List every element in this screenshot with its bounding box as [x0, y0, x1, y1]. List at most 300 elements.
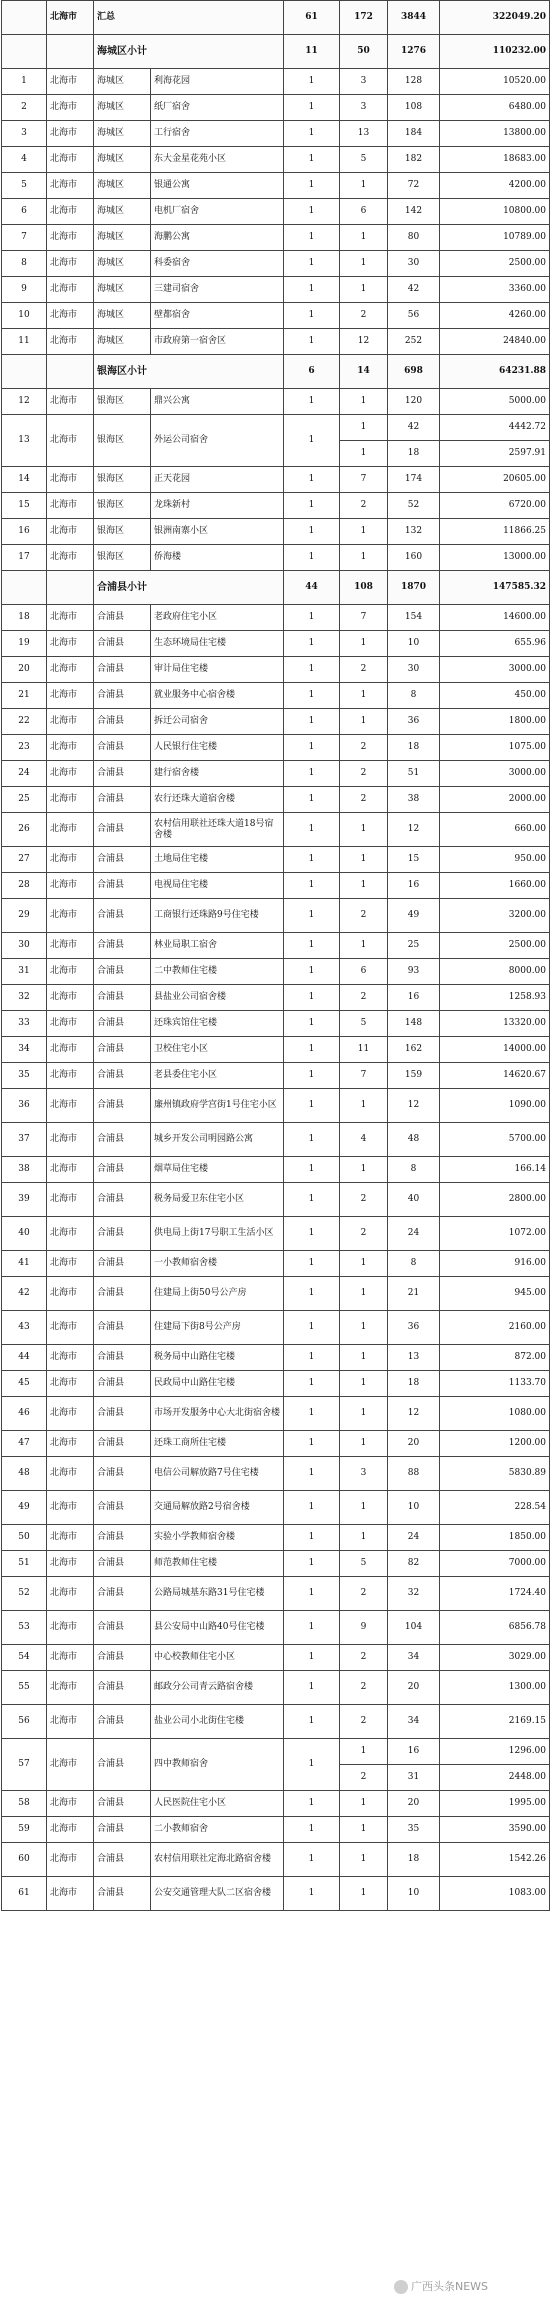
row-amount: 2160.00 — [440, 1311, 550, 1345]
row-units: 162 — [388, 1037, 440, 1063]
row-district: 合浦县 — [94, 1671, 151, 1705]
row-count: 1 — [284, 1217, 340, 1251]
row-amount: 1724.40 — [440, 1577, 550, 1611]
row-buildings: 2 — [340, 1645, 388, 1671]
row-name: 壁都宿舍 — [151, 303, 284, 329]
row-buildings: 2 — [340, 1577, 388, 1611]
row-amount: 1080.00 — [440, 1397, 550, 1431]
row-district: 合浦县 — [94, 899, 151, 933]
row-city: 北海市 — [47, 847, 94, 873]
table-row — [2, 1705, 550, 1739]
row-buildings: 1 — [340, 545, 388, 571]
row-units: 142 — [388, 199, 440, 225]
row-city: 北海市 — [47, 95, 94, 121]
row-name: 公安交通管理大队二区宿舍楼 — [151, 1877, 284, 1911]
row-buildings: 1 — [340, 225, 388, 251]
row-district: 合浦县 — [94, 1251, 151, 1277]
row-count: 1 — [284, 95, 340, 121]
row-amount: 3200.00 — [440, 899, 550, 933]
row-district: 银海区 — [94, 415, 151, 467]
row-number: 34 — [2, 1037, 47, 1063]
row-amount: 916.00 — [440, 1251, 550, 1277]
row-name: 林业局职工宿舍 — [151, 933, 284, 959]
row-city: 北海市 — [47, 199, 94, 225]
row-buildings: 1 — [340, 1817, 388, 1843]
row-count: 1 — [284, 1277, 340, 1311]
row-city: 北海市 — [47, 1251, 94, 1277]
row-buildings: 9 — [340, 1611, 388, 1645]
table-row — [2, 1817, 550, 1843]
row-name: 鼎兴公寓 — [151, 389, 284, 415]
table-row — [2, 225, 550, 251]
row-count: 1 — [284, 1817, 340, 1843]
row-count: 1 — [284, 1037, 340, 1063]
row-number: 16 — [2, 519, 47, 545]
row-units: 15 — [388, 847, 440, 873]
row-buildings: 1 — [340, 389, 388, 415]
row-district: 合浦县 — [94, 813, 151, 847]
row-number: 1 — [2, 69, 47, 95]
row-city: 北海市 — [47, 1037, 94, 1063]
row-units: 174 — [388, 467, 440, 493]
table-row — [2, 1123, 550, 1157]
row-buildings: 1 — [340, 631, 388, 657]
row-units: 52 — [388, 493, 440, 519]
row-amount: 450.00 — [440, 683, 550, 709]
row-city: 北海市 — [47, 1063, 94, 1089]
row-district: 合浦县 — [94, 1577, 151, 1611]
row-amount: 10520.00 — [440, 69, 550, 95]
table-row — [2, 1063, 550, 1089]
row-city: 北海市 — [47, 1123, 94, 1157]
row-district: 合浦县 — [94, 933, 151, 959]
row-units: 30 — [388, 251, 440, 277]
row-buildings: 1 — [340, 1791, 388, 1817]
row-name: 老县委住宅小区 — [151, 1063, 284, 1089]
table-row — [2, 605, 550, 631]
row-district: 海城区 — [94, 277, 151, 303]
row-city: 北海市 — [47, 69, 94, 95]
table-row — [2, 1577, 550, 1611]
row-city: 北海市 — [47, 631, 94, 657]
row-city: 北海市 — [47, 1431, 94, 1457]
row-city: 北海市 — [47, 389, 94, 415]
row-district: 合浦县 — [94, 1739, 151, 1791]
grand-total-buildings: 172 — [340, 1, 388, 35]
row-units: 21 — [388, 1277, 440, 1311]
empty-cell — [2, 571, 47, 605]
row-buildings: 1 — [340, 933, 388, 959]
table-row — [2, 1089, 550, 1123]
row-buildings: 1 — [340, 1345, 388, 1371]
grand-total-units: 3844 — [388, 1, 440, 35]
row-buildings: 1 — [340, 1739, 388, 1765]
row-district: 合浦县 — [94, 1551, 151, 1577]
table-row — [2, 95, 550, 121]
row-number: 59 — [2, 1817, 47, 1843]
row-number: 50 — [2, 1525, 47, 1551]
table-row — [2, 813, 550, 847]
row-buildings: 1 — [340, 415, 388, 441]
row-count: 1 — [284, 1877, 340, 1911]
row-city: 北海市 — [47, 1551, 94, 1577]
row-district: 合浦县 — [94, 1277, 151, 1311]
row-count: 1 — [284, 173, 340, 199]
row-name: 纸厂宿舍 — [151, 95, 284, 121]
row-count: 1 — [284, 605, 340, 631]
row-district: 合浦县 — [94, 1037, 151, 1063]
row-amount: 1200.00 — [440, 1431, 550, 1457]
row-district: 合浦县 — [94, 959, 151, 985]
row-amount: 3000.00 — [440, 761, 550, 787]
row-units: 12 — [388, 1089, 440, 1123]
row-units: 36 — [388, 709, 440, 735]
row-amount: 1800.00 — [440, 709, 550, 735]
row-units: 42 — [388, 415, 440, 441]
row-count: 1 — [284, 69, 340, 95]
row-count: 1 — [284, 1705, 340, 1739]
row-units: 12 — [388, 813, 440, 847]
row-units: 252 — [388, 329, 440, 355]
row-city: 北海市 — [47, 1371, 94, 1397]
row-amount: 950.00 — [440, 847, 550, 873]
row-buildings: 1 — [340, 1277, 388, 1311]
row-name: 就业服务中心宿舍楼 — [151, 683, 284, 709]
row-count: 1 — [284, 683, 340, 709]
table-row — [2, 1671, 550, 1705]
row-units: 49 — [388, 899, 440, 933]
row-units: 51 — [388, 761, 440, 787]
row-amount: 1090.00 — [440, 1089, 550, 1123]
row-count: 1 — [284, 303, 340, 329]
row-number: 44 — [2, 1345, 47, 1371]
row-amount: 2500.00 — [440, 251, 550, 277]
row-city: 北海市 — [47, 329, 94, 355]
table-row — [2, 657, 550, 683]
row-count: 1 — [284, 1063, 340, 1089]
row-buildings: 2 — [340, 493, 388, 519]
row-city: 北海市 — [47, 1491, 94, 1525]
row-count: 1 — [284, 1089, 340, 1123]
row-buildings: 1 — [340, 1525, 388, 1551]
row-buildings: 2 — [340, 1183, 388, 1217]
table-row — [2, 787, 550, 813]
row-amount: 7000.00 — [440, 1551, 550, 1577]
row-count: 1 — [284, 1345, 340, 1371]
row-number: 43 — [2, 1311, 47, 1345]
row-city: 北海市 — [47, 735, 94, 761]
row-units: 72 — [388, 173, 440, 199]
table-row — [2, 467, 550, 493]
empty-cell — [47, 355, 94, 389]
row-amount: 1133.70 — [440, 1371, 550, 1397]
row-buildings: 2 — [340, 735, 388, 761]
row-district: 银海区 — [94, 467, 151, 493]
subtotal-count: 6 — [284, 355, 340, 389]
table-row — [2, 545, 550, 571]
row-district: 合浦县 — [94, 631, 151, 657]
row-district: 合浦县 — [94, 1397, 151, 1431]
row-buildings: 2 — [340, 1671, 388, 1705]
row-count: 1 — [284, 1397, 340, 1431]
row-city: 北海市 — [47, 1457, 94, 1491]
row-buildings: 3 — [340, 69, 388, 95]
row-district: 合浦县 — [94, 761, 151, 787]
row-name: 县盐业公司宿舍楼 — [151, 985, 284, 1011]
row-units: 128 — [388, 69, 440, 95]
row-name: 银通公寓 — [151, 173, 284, 199]
row-name: 实验小学教师宿舍楼 — [151, 1525, 284, 1551]
row-buildings: 2 — [340, 303, 388, 329]
row-district: 合浦县 — [94, 847, 151, 873]
subtotal-units: 1276 — [388, 35, 440, 69]
row-district: 海城区 — [94, 69, 151, 95]
row-amount: 6480.00 — [440, 95, 550, 121]
row-name: 城乡开发公司明园路公寓 — [151, 1123, 284, 1157]
row-count: 1 — [284, 959, 340, 985]
row-amount: 20605.00 — [440, 467, 550, 493]
row-number: 45 — [2, 1371, 47, 1397]
row-number: 13 — [2, 415, 47, 467]
row-district: 合浦县 — [94, 1183, 151, 1217]
row-number: 25 — [2, 787, 47, 813]
row-count: 1 — [284, 1671, 340, 1705]
row-name: 海鹏公寓 — [151, 225, 284, 251]
row-amount: 1296.00 — [440, 1739, 550, 1765]
row-name: 审计局住宅楼 — [151, 657, 284, 683]
row-city: 北海市 — [47, 1645, 94, 1671]
row-buildings: 2 — [340, 657, 388, 683]
row-district: 合浦县 — [94, 683, 151, 709]
row-name: 电视局住宅楼 — [151, 873, 284, 899]
row-buildings: 1 — [340, 1371, 388, 1397]
row-amount: 14000.00 — [440, 1037, 550, 1063]
row-city: 北海市 — [47, 605, 94, 631]
housing-table — [1, 0, 550, 1911]
row-number: 37 — [2, 1123, 47, 1157]
row-name: 龙珠新村 — [151, 493, 284, 519]
row-units: 159 — [388, 1063, 440, 1089]
row-number: 9 — [2, 277, 47, 303]
row-district: 合浦县 — [94, 1817, 151, 1843]
table-row — [2, 683, 550, 709]
row-count: 1 — [284, 873, 340, 899]
row-district: 合浦县 — [94, 735, 151, 761]
row-name: 电信公司解放路7号住宅楼 — [151, 1457, 284, 1491]
row-district: 合浦县 — [94, 1843, 151, 1877]
row-number: 42 — [2, 1277, 47, 1311]
row-units: 42 — [388, 277, 440, 303]
row-district: 海城区 — [94, 303, 151, 329]
row-count: 1 — [284, 415, 340, 467]
row-buildings: 1 — [340, 277, 388, 303]
row-amount: 872.00 — [440, 1345, 550, 1371]
row-name: 邮政分公司青云路宿舍楼 — [151, 1671, 284, 1705]
row-count: 1 — [284, 709, 340, 735]
empty-cell — [47, 35, 94, 69]
row-buildings: 12 — [340, 329, 388, 355]
row-count: 1 — [284, 1843, 340, 1877]
empty-cell — [2, 35, 47, 69]
row-name: 市政府第一宿舍区 — [151, 329, 284, 355]
row-count: 1 — [284, 1491, 340, 1525]
row-count: 1 — [284, 787, 340, 813]
row-district: 海城区 — [94, 251, 151, 277]
row-units: 154 — [388, 605, 440, 631]
row-amount: 1542.26 — [440, 1843, 550, 1877]
row-city: 北海市 — [47, 985, 94, 1011]
row-name: 税务局中山路住宅楼 — [151, 1345, 284, 1371]
row-number: 4 — [2, 147, 47, 173]
row-city: 北海市 — [47, 121, 94, 147]
table-row — [2, 1431, 550, 1457]
row-buildings: 1 — [340, 1089, 388, 1123]
row-district: 海城区 — [94, 147, 151, 173]
row-units: 48 — [388, 1123, 440, 1157]
row-name: 侨海楼 — [151, 545, 284, 571]
row-district: 合浦县 — [94, 1011, 151, 1037]
row-district: 银海区 — [94, 389, 151, 415]
row-buildings: 1 — [340, 519, 388, 545]
row-name: 中心校教师住宅小区 — [151, 1645, 284, 1671]
row-name: 住建局下街8号公产房 — [151, 1311, 284, 1345]
row-buildings: 7 — [340, 1063, 388, 1089]
row-count: 1 — [284, 1645, 340, 1671]
row-district: 合浦县 — [94, 1345, 151, 1371]
row-number: 24 — [2, 761, 47, 787]
subtotal-row — [2, 571, 550, 605]
row-name: 科委宿舍 — [151, 251, 284, 277]
row-buildings: 1 — [340, 813, 388, 847]
row-district: 合浦县 — [94, 1157, 151, 1183]
row-city: 北海市 — [47, 1397, 94, 1431]
row-count: 1 — [284, 467, 340, 493]
row-count: 1 — [284, 1251, 340, 1277]
row-amount: 5000.00 — [440, 389, 550, 415]
row-amount: 4442.72 — [440, 415, 550, 441]
subtotal-buildings: 14 — [340, 355, 388, 389]
row-count: 1 — [284, 519, 340, 545]
row-city: 北海市 — [47, 761, 94, 787]
row-number: 22 — [2, 709, 47, 735]
row-count: 1 — [284, 1577, 340, 1611]
row-number: 17 — [2, 545, 47, 571]
row-count: 1 — [284, 1183, 340, 1217]
row-buildings: 2 — [340, 1217, 388, 1251]
row-district: 合浦县 — [94, 1311, 151, 1345]
table-row — [2, 329, 550, 355]
row-district: 合浦县 — [94, 873, 151, 899]
row-buildings: 5 — [340, 147, 388, 173]
row-city: 北海市 — [47, 1705, 94, 1739]
row-number: 31 — [2, 959, 47, 985]
row-buildings: 5 — [340, 1551, 388, 1577]
row-buildings: 1 — [340, 1491, 388, 1525]
row-amount: 10800.00 — [440, 199, 550, 225]
row-amount: 2800.00 — [440, 1183, 550, 1217]
row-name: 交通局解放路2号宿舍楼 — [151, 1491, 284, 1525]
grand-total-count: 61 — [284, 1, 340, 35]
row-amount: 1995.00 — [440, 1791, 550, 1817]
row-count: 1 — [284, 199, 340, 225]
row-number: 52 — [2, 1577, 47, 1611]
row-district: 合浦县 — [94, 1431, 151, 1457]
row-name: 市场开发服务中心大北街宿舍楼 — [151, 1397, 284, 1431]
grand-total-label: 汇总 — [94, 1, 284, 35]
row-name: 三建司宿舍 — [151, 277, 284, 303]
row-number: 19 — [2, 631, 47, 657]
table-row — [2, 1251, 550, 1277]
subtotal-row — [2, 35, 550, 69]
row-district: 海城区 — [94, 199, 151, 225]
table-row — [2, 1397, 550, 1431]
row-amount: 8000.00 — [440, 959, 550, 985]
row-count: 1 — [284, 735, 340, 761]
row-buildings: 2 — [340, 899, 388, 933]
row-buildings: 5 — [340, 1011, 388, 1037]
row-name: 工商银行还珠路9号住宅楼 — [151, 899, 284, 933]
row-name: 还珠宾馆住宅楼 — [151, 1011, 284, 1037]
row-units: 18 — [388, 1371, 440, 1397]
row-number: 41 — [2, 1251, 47, 1277]
row-buildings: 1 — [340, 441, 388, 467]
row-buildings: 7 — [340, 605, 388, 631]
row-amount: 2169.15 — [440, 1705, 550, 1739]
row-buildings: 3 — [340, 1457, 388, 1491]
row-number: 51 — [2, 1551, 47, 1577]
row-amount: 3029.00 — [440, 1645, 550, 1671]
row-number: 2 — [2, 95, 47, 121]
row-buildings: 1 — [340, 1157, 388, 1183]
row-number: 61 — [2, 1877, 47, 1911]
row-units: 108 — [388, 95, 440, 121]
row-units: 38 — [388, 787, 440, 813]
row-units: 34 — [388, 1645, 440, 1671]
row-number: 28 — [2, 873, 47, 899]
row-city: 北海市 — [47, 1611, 94, 1645]
row-units: 16 — [388, 1739, 440, 1765]
row-number: 54 — [2, 1645, 47, 1671]
row-district: 合浦县 — [94, 1611, 151, 1645]
empty-cell — [47, 571, 94, 605]
row-number: 14 — [2, 467, 47, 493]
row-units: 10 — [388, 1877, 440, 1911]
empty-cell — [2, 1, 47, 35]
subtotal-units: 1870 — [388, 571, 440, 605]
row-count: 1 — [284, 1791, 340, 1817]
row-count: 1 — [284, 329, 340, 355]
row-name: 利海花园 — [151, 69, 284, 95]
table-row — [2, 1491, 550, 1525]
row-amount: 2448.00 — [440, 1765, 550, 1791]
row-city: 北海市 — [47, 545, 94, 571]
row-count: 1 — [284, 1611, 340, 1645]
row-buildings: 1 — [340, 1843, 388, 1877]
row-amount: 2000.00 — [440, 787, 550, 813]
row-amount: 1300.00 — [440, 1671, 550, 1705]
row-units: 40 — [388, 1183, 440, 1217]
row-city: 北海市 — [47, 813, 94, 847]
table-row — [2, 1739, 550, 1765]
row-number: 39 — [2, 1183, 47, 1217]
row-name: 外运公司宿舍 — [151, 415, 284, 467]
row-name: 县公安局中山路40号住宅楼 — [151, 1611, 284, 1645]
row-units: 10 — [388, 631, 440, 657]
row-name: 电机厂宿舍 — [151, 199, 284, 225]
row-units: 36 — [388, 1311, 440, 1345]
row-name: 住建局上街50号公产房 — [151, 1277, 284, 1311]
row-count: 1 — [284, 389, 340, 415]
